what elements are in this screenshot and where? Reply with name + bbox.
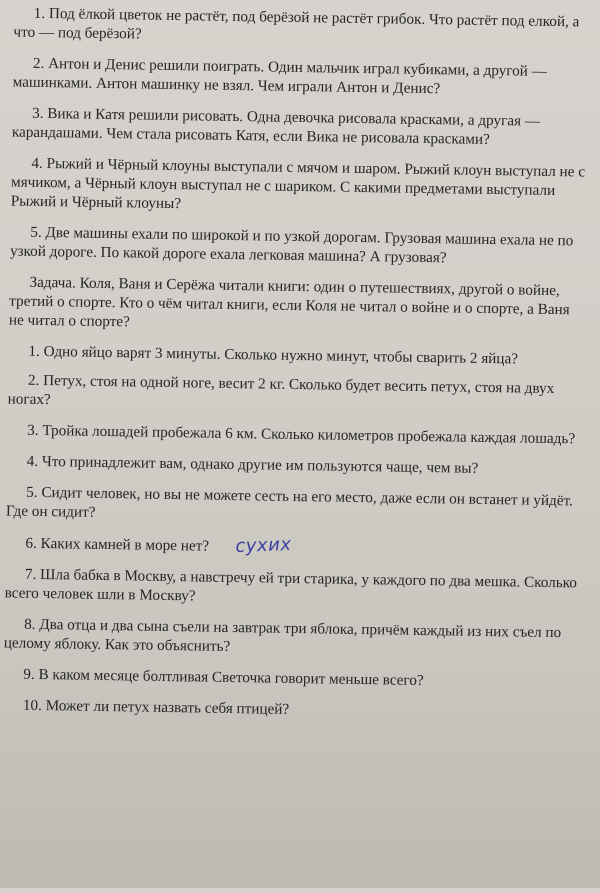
question-3-horses: 3. Тройка лошадей пробежала 6 км. Сколько километров пробежала каждая лошадь?: [27, 421, 576, 448]
riddle-5-cars: 5. Две машины ехали по широкой и по узкой дорогам. Грузовая машина ехала не по узкой дороге. По какой дороге ехала легковая машина? А грузовая?: [9, 223, 574, 267]
question-10-rooster-bird: 10. Может ли петух назвать себя птицей?: [22, 696, 290, 718]
question-4-name: 4. Что принадлежит вам, однако другие им пользуются чаще, чем вы?: [26, 452, 479, 477]
task-books: Задача. Коля, Ваня и Серёжа читали книги: один о путешествиях, другой о войне, третий о спорте. Кто о чём читал книги, если Коля не читал о войне и о спорте, а Ваня не читал о спорте?: [8, 273, 570, 331]
question-2-rooster: 2. Петух, стоя на одной ноге, весит 2 кг. Сколько будет весить петух, стоя на двух ногах?: [7, 371, 555, 409]
question-8-apples: 8. Два отца и два сына съели на завтрак три яблока, причём каждый из них съел по целому яблоку. Как это объяснить?: [3, 615, 562, 655]
handwritten-answer: сухих: [234, 533, 292, 557]
question-7-moscow: 7. Шла бабка в Москву, а навстречу ей три старика, у каждого по два мешка. Сколько всего человек шли в Москву?: [4, 565, 578, 605]
question-1-eggs: 1. Одно яйцо варят 3 минуты. Сколько нужно минут, чтобы сварить 2 яйца?: [28, 342, 519, 368]
riddle-1-tree: 1. Под ёлкой цветок не растёт, под берёзой не растёт грибок. Что растёт под елкой, а что — под берёзой?: [13, 4, 580, 43]
riddle-3-drawing: 3. Вика и Катя решили рисовать. Одна девочка рисовала красками, а другая — карандашами. Чем стала рисовать Катя, если Вика не рисовала красками?: [11, 104, 541, 148]
riddle-2-toys: 2. Антон и Денис решили поиграть. Один мальчик играл кубиками, а другой — машинками. Антон машинку не взял. Чем играли Антон и Денис?: [12, 54, 547, 98]
question-6-stones: [5, 532, 581, 561]
question-5-seat: 5. Сидит человек, но вы не можете сесть на его место, даже если он встанет и уйдёт. Где он сидит?: [5, 483, 573, 521]
question-6-text: 6. Каких камней в море нет?: [25, 534, 210, 555]
question-9-month: 9. В каком месяце болтливая Светочка говорит меньше всего?: [23, 665, 424, 690]
riddle-4-clowns: 4. Рыжий и Чёрный клоуны выступали с мячом и шаром. Рыжий клоун выступал не с мячиком, а Чёрный клоун выступал не с шариком. С какими предметами выступали Рыжий и Чёрный клоуны?: [10, 154, 586, 213]
